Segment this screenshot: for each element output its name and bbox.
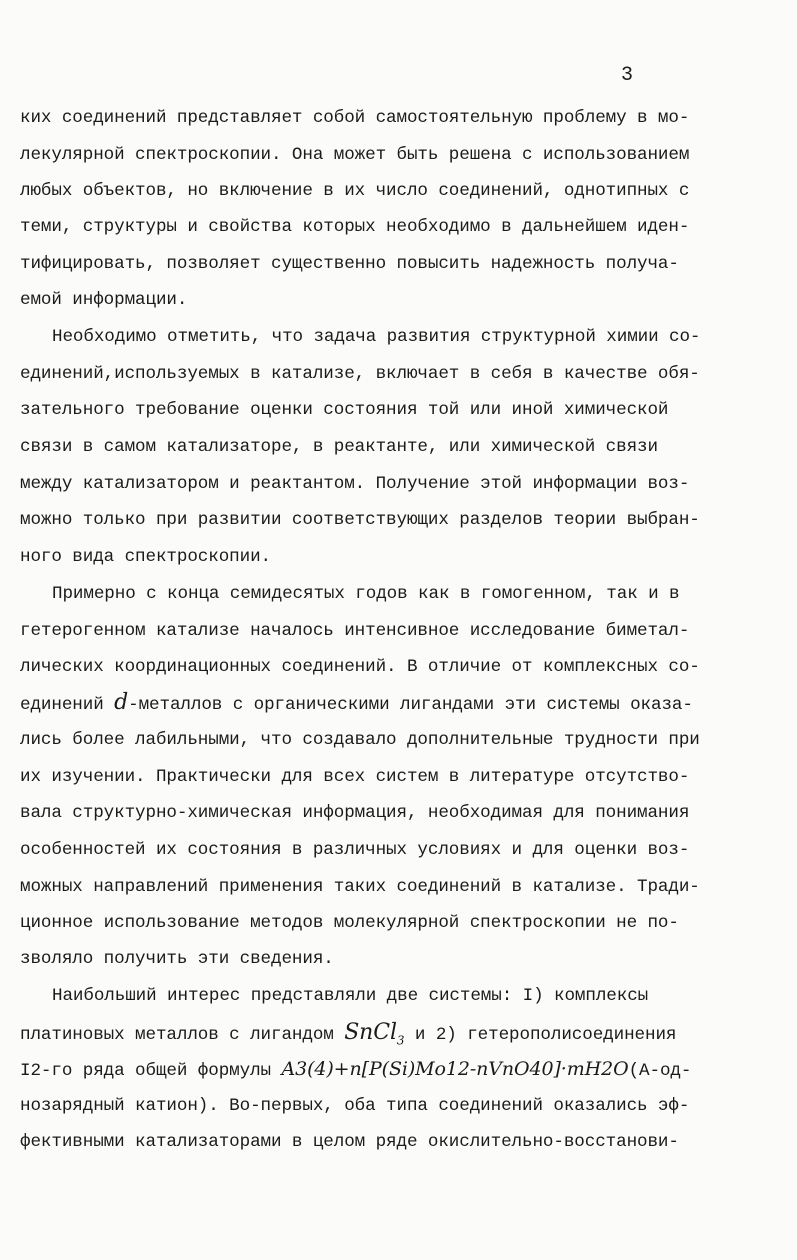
text-fragment: и 2) гетерополисоединения: [404, 1025, 677, 1045]
text-line: фективными катализаторами в целом ряде окислительно-восстанови-: [20, 1132, 679, 1152]
text-fragment: (A-од-: [628, 1061, 692, 1081]
text-line: Необходимо отметить, что задача развития структурной химии со-: [52, 327, 701, 347]
text-line: особенностей их состояния в различных условиях и для оценки воз-: [20, 840, 690, 860]
text-line: [20, 1022, 676, 1051]
text-line: ционное использование методов молекулярной спектроскопии не по-: [20, 913, 679, 933]
text-line: теми, структуры и свойства которых необходимо в дальнейшем иден-: [20, 217, 690, 237]
text-line: ких соединений представляет собой самостоятельную проблему в мо-: [20, 108, 690, 128]
text-fragment: единений: [20, 695, 115, 715]
d-metal-symbol: d: [114, 690, 129, 715]
text-line: [20, 692, 693, 716]
text-line: вала структурно-химическая информация, необходимая для понимания: [20, 803, 690, 823]
text-line: связи в самом катализаторе, в реактанте, или химической связи: [20, 437, 658, 457]
text-line: можных направлений применения таких соединений в катализе. Тради-: [20, 877, 700, 897]
text-line: зательного требование оценки состояния той или иной химической: [20, 400, 669, 420]
text-line: лекулярной спектроскопии. Она может быть решена с использованием: [20, 145, 690, 165]
text-line: лических координационных соединений. В отличие от комплексных со-: [20, 657, 700, 677]
text-line: можно только при развитии соответствующих разделов теории выбран-: [20, 510, 700, 530]
text-line: емой информации.: [20, 290, 188, 310]
text-line: зволяло получить эти сведения.: [20, 949, 334, 969]
text-line: нозарядный катион). Во-первых, оба типа соединений оказались эф-: [20, 1096, 690, 1116]
text-line: тифицировать, позволяет существенно повысить надежность получа-: [20, 254, 679, 274]
text-fragment: платиновых металлов с лигандом: [20, 1025, 345, 1045]
text-line: ного вида спектроскопии.: [20, 547, 271, 567]
text-line: лись более лабильными, что создавало дополнительные трудности при: [20, 730, 700, 750]
page-number: 3: [621, 64, 634, 87]
ligand-formula: [344, 1020, 405, 1048]
text-line: любых объектов, но включение в их число соединений, однотипных с: [20, 181, 690, 201]
heteropoly-formula: A3(4)+n[P(Si)Mo12-nVnO40]·mH2O: [281, 1058, 629, 1080]
text-line: Наибольший интерес представляли две системы: I) комплексы: [52, 986, 649, 1006]
text-fragment: -металлов с органическими лигандами эти системы оказа-: [128, 695, 693, 715]
text-line: [20, 1058, 691, 1082]
ligand-formula-subscript: 3: [396, 1033, 405, 1048]
ligand-formula-base: SnCl: [344, 1020, 397, 1045]
text-line: их изучении. Практически для всех систем в литературе отсутство-: [20, 767, 690, 787]
text-line: гетерогенном катализе началось интенсивное исследование биметал-: [20, 621, 690, 641]
text-fragment: I2-го ряда общей формулы: [20, 1061, 282, 1081]
text-line: Примерно с конца семидесятых годов как в гомогенном, так и в: [52, 584, 680, 604]
text-line: единений,используемых в катализе, включает в себя в качестве обя-: [20, 364, 700, 384]
text-line: между катализатором и реактантом. Получение этой информации воз-: [20, 474, 690, 494]
